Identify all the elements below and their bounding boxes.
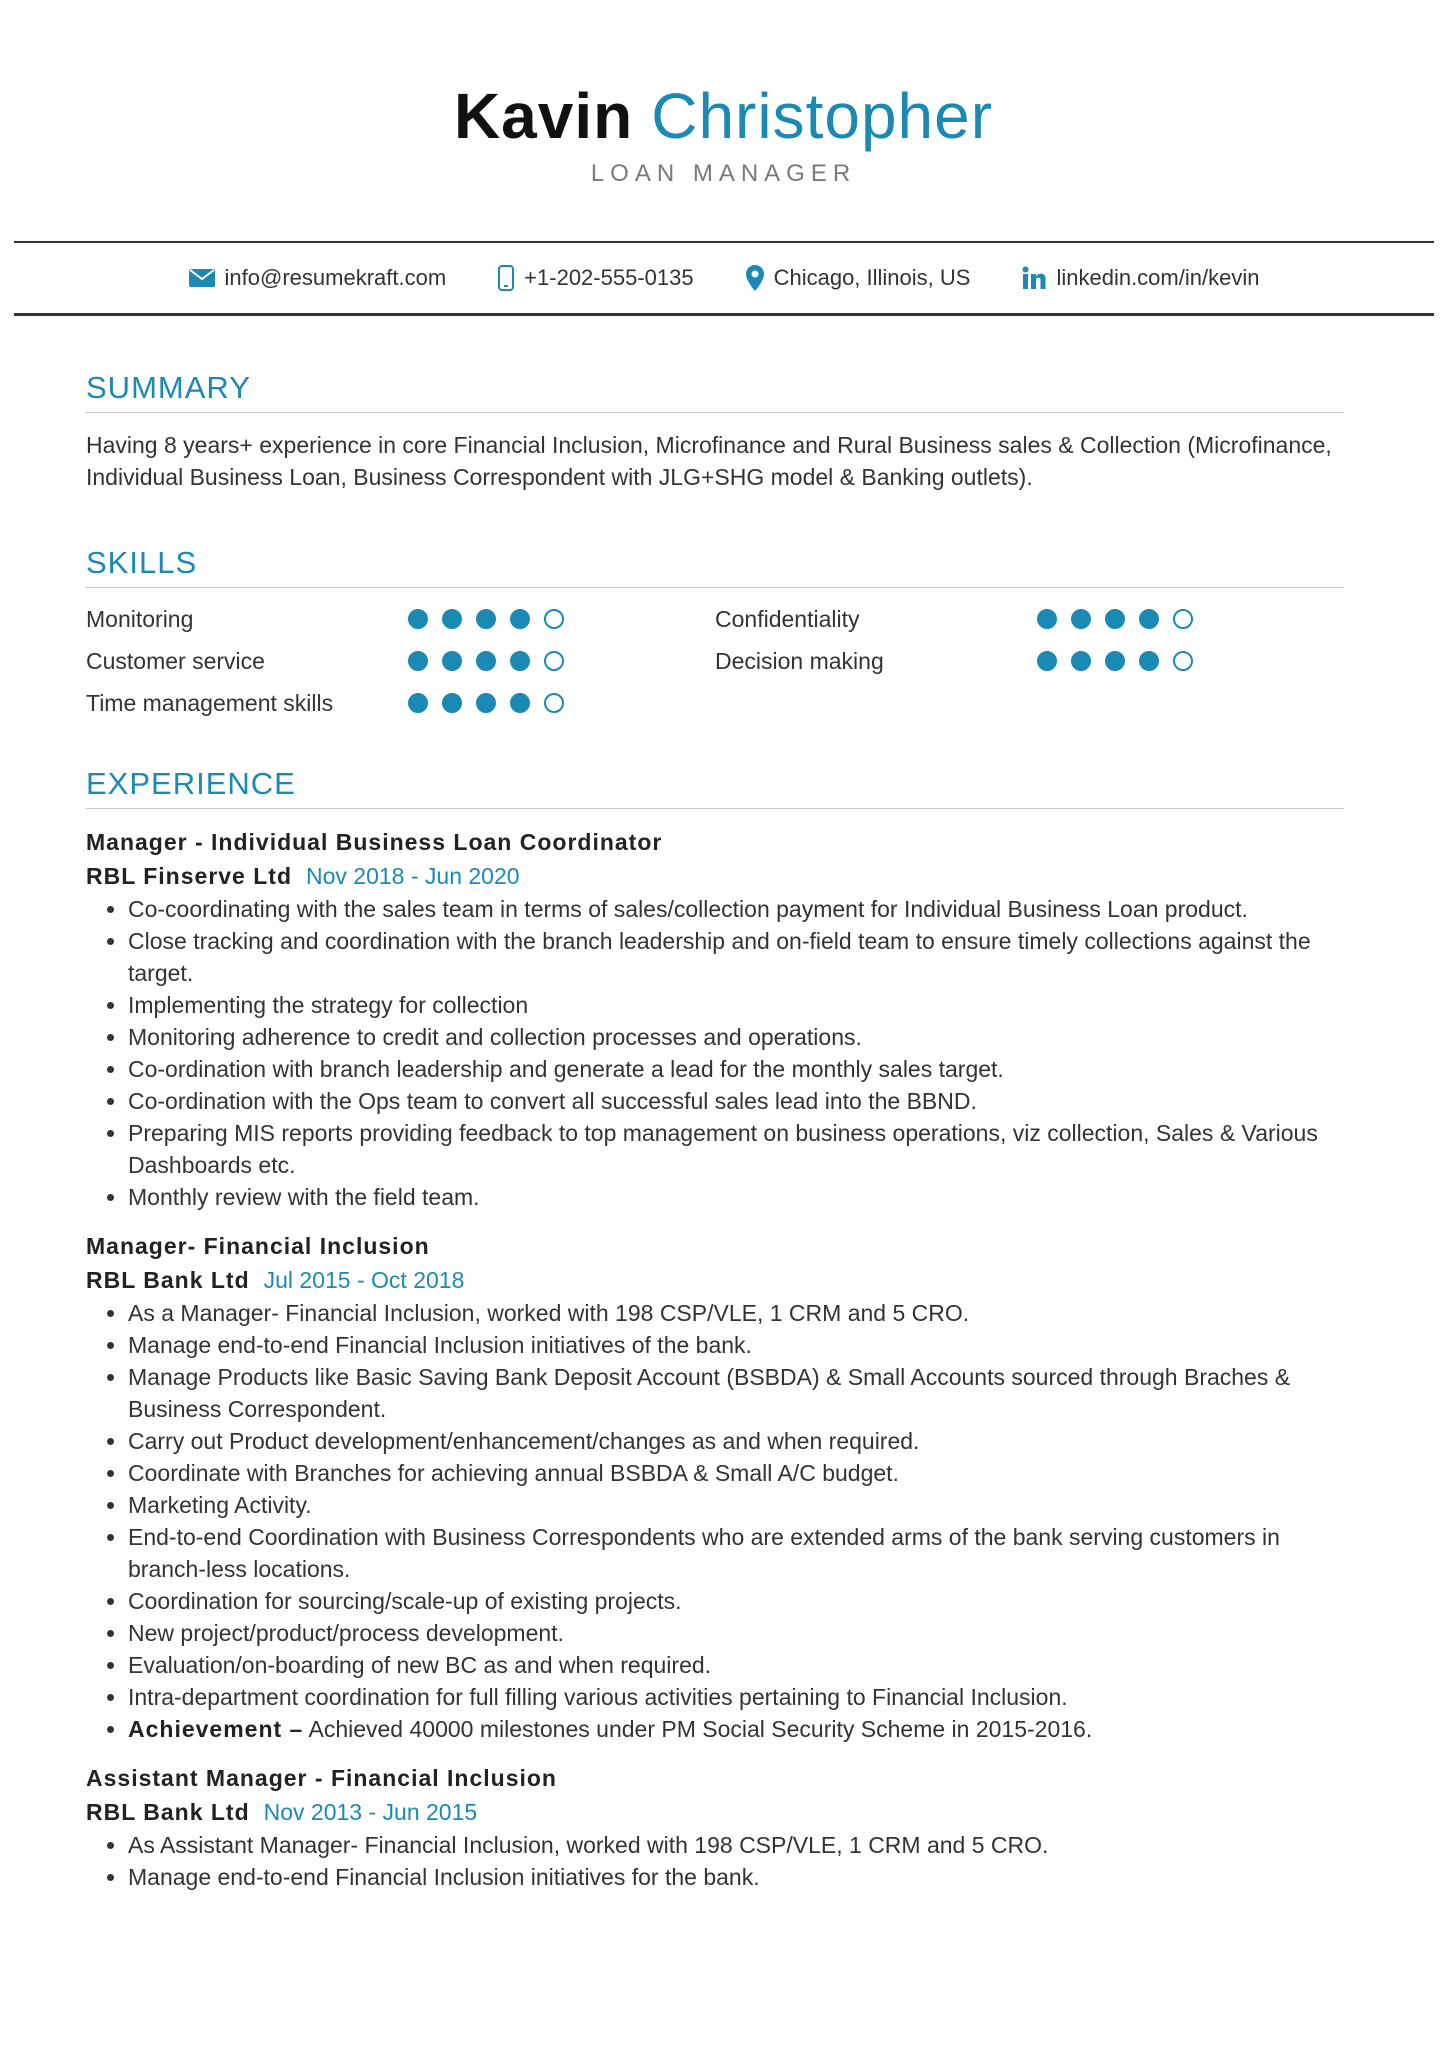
skills-heading: SKILLS bbox=[86, 545, 1344, 588]
job-bullets bbox=[86, 1829, 1344, 1893]
rating-dot-filled bbox=[1071, 609, 1091, 629]
bullet-item: • Co-coordinating with the sales team in terms of sales/collection payment for Individual Business Loan product. bbox=[128, 893, 1344, 925]
rating-dot-empty bbox=[544, 693, 564, 713]
rating-dot-filled bbox=[442, 693, 462, 713]
rating-dot-filled bbox=[1105, 651, 1125, 671]
skill-rating bbox=[408, 609, 564, 629]
rating-dot-filled bbox=[510, 609, 530, 629]
skill-item bbox=[715, 646, 1344, 676]
location-text: Chicago, Illinois, US bbox=[773, 265, 971, 290]
skills-list bbox=[86, 604, 1344, 718]
rating-dot-filled bbox=[1037, 651, 1057, 671]
rating-dot-filled bbox=[442, 609, 462, 629]
bullet-item: • Intra-department coordination for full filling various activities pertaining to Financial Inclusion. bbox=[128, 1681, 1344, 1713]
skill-name: Time management skills bbox=[86, 689, 334, 716]
rating-dot-filled bbox=[408, 693, 428, 713]
achievement-label: Achievement – bbox=[128, 1716, 304, 1742]
skill-item bbox=[86, 604, 715, 634]
rating-dot-filled bbox=[476, 693, 496, 713]
bullet-item: • Close tracking and coordination with the branch leadership and on-field team to ensure timely collections against the target. bbox=[128, 925, 1344, 989]
rating-dot-filled bbox=[408, 609, 428, 629]
rating-dot-filled bbox=[408, 651, 428, 671]
summary-text: Having 8 years+ experience in core Financial Inclusion, Microfinance and Rural Business sales & Collection (Microfinance, Individual Business Loan, Business Correspondent with JLG+SHG model & Banking outlets). bbox=[86, 432, 1332, 490]
job-meta bbox=[86, 1795, 1344, 1829]
job-role: LOAN MANAGER bbox=[590, 160, 857, 187]
contact-bar bbox=[14, 241, 1434, 316]
bullet-item: • Manage end-to-end Financial Inclusion initiatives for the bank. bbox=[128, 1861, 1344, 1893]
job-dates: Nov 2018 - Jun 2020 bbox=[306, 863, 520, 889]
rating-dot-filled bbox=[1139, 609, 1159, 629]
rating-dot-filled bbox=[1071, 651, 1091, 671]
achievement-item bbox=[128, 1713, 1344, 1745]
skill-rating bbox=[408, 693, 564, 713]
skill-rating bbox=[1037, 609, 1193, 629]
contact-linkedin[interactable] bbox=[1022, 265, 1259, 291]
contact-email[interactable] bbox=[189, 265, 447, 291]
experience-heading: EXPERIENCE bbox=[86, 766, 1344, 809]
job-bullets bbox=[86, 1297, 1344, 1745]
bullet-item: • Manage Products like Basic Saving Bank Deposit Account (BSBDA) & Small Accounts sourced through Braches & Business Correspondent. bbox=[128, 1361, 1344, 1425]
rating-dot-filled bbox=[510, 693, 530, 713]
bullet-item: • As a Manager- Financial Inclusion, worked with 198 CSP/VLE, 1 CRM and 5 CRO. bbox=[128, 1297, 1344, 1329]
summary-heading: SUMMARY bbox=[86, 370, 1344, 413]
experience-list bbox=[86, 825, 1344, 1893]
rating-dot-empty bbox=[544, 609, 564, 629]
skill-item bbox=[86, 688, 715, 718]
rating-dot-empty bbox=[544, 651, 564, 671]
job-entry bbox=[86, 1761, 1344, 1893]
skill-name: Customer service bbox=[86, 647, 265, 674]
job-bullets bbox=[86, 893, 1344, 1213]
map-pin-icon bbox=[746, 265, 764, 291]
skill-name: Confidentiality bbox=[715, 605, 860, 632]
bullet-item: • Monthly review with the field team. bbox=[128, 1181, 1344, 1213]
rating-dot-filled bbox=[1139, 651, 1159, 671]
resume-header bbox=[0, 0, 1447, 188]
bullet-item: • Coordination for sourcing/scale-up of existing projects. bbox=[128, 1585, 1344, 1617]
envelope-icon bbox=[189, 269, 215, 287]
rating-dot-filled bbox=[1037, 609, 1057, 629]
bullet-item: • Monitoring adherence to credit and collection processes and operations. bbox=[128, 1021, 1344, 1053]
contact-location bbox=[746, 265, 971, 291]
company-name: RBL Finserve Ltd bbox=[86, 863, 292, 889]
bullet-item: • Co-ordination with branch leadership and generate a lead for the monthly sales target. bbox=[128, 1053, 1344, 1085]
skill-rating bbox=[408, 651, 564, 671]
last-name: Christopher bbox=[651, 80, 994, 152]
resume-content bbox=[86, 370, 1344, 1909]
bullet-item: • New project/product/process development. bbox=[128, 1617, 1344, 1649]
skill-item bbox=[715, 604, 1344, 634]
rating-dot-filled bbox=[510, 651, 530, 671]
bullet-item: • Co-ordination with the Ops team to convert all successful sales lead into the BBND. bbox=[128, 1085, 1344, 1117]
bullet-item: • Carry out Product development/enhancement/changes as and when required. bbox=[128, 1425, 1344, 1457]
skill-name: Monitoring bbox=[86, 605, 194, 632]
job-dates: Nov 2013 - Jun 2015 bbox=[263, 1799, 478, 1825]
rating-dot-filled bbox=[1105, 609, 1125, 629]
bullet-item: • Preparing MIS reports providing feedback to top management on business operations, viz collection, Sales & Various Dashboards etc. bbox=[128, 1117, 1344, 1181]
linkedin-icon bbox=[1022, 266, 1046, 290]
job-entry bbox=[86, 1229, 1344, 1745]
rating-dot-empty bbox=[1173, 609, 1193, 629]
mobile-phone-icon bbox=[498, 265, 514, 291]
phone-text: +1-202-555-0135 bbox=[524, 265, 694, 290]
achievement-text: Achieved 40000 milestones under PM Social Security Scheme in 2015-2016. bbox=[303, 1716, 1093, 1742]
company-name: RBL Bank Ltd bbox=[86, 1267, 250, 1293]
bullet-item: • As Assistant Manager- Financial Inclusion, worked with 198 CSP/VLE, 1 CRM and 5 CRO. bbox=[128, 1829, 1344, 1861]
job-title: Manager - Individual Business Loan Coordinator bbox=[86, 829, 663, 855]
skill-rating bbox=[1037, 651, 1193, 671]
job-dates: Jul 2015 - Oct 2018 bbox=[263, 1267, 465, 1293]
bullet-item: • End-to-end Coordination with Business Correspondents who are extended arms of the bank serving customers in branch-less locations. bbox=[128, 1521, 1344, 1585]
bullet-item: • Marketing Activity. bbox=[128, 1489, 1344, 1521]
rating-dot-empty bbox=[1173, 651, 1193, 671]
first-name: Kavin bbox=[453, 80, 634, 152]
job-meta bbox=[86, 1263, 1344, 1297]
job-meta bbox=[86, 859, 1344, 893]
rating-dot-filled bbox=[476, 651, 496, 671]
job-entry bbox=[86, 825, 1344, 1213]
skill-item bbox=[86, 646, 715, 676]
bullet-item: • Evaluation/on-boarding of new BC as and when required. bbox=[128, 1649, 1344, 1681]
bullet-item: • Implementing the strategy for collection bbox=[128, 989, 1344, 1021]
candidate-name bbox=[0, 78, 1447, 154]
email-text: info@resumekraft.com bbox=[224, 265, 447, 290]
company-name: RBL Bank Ltd bbox=[86, 1799, 250, 1825]
rating-dot-filled bbox=[476, 609, 496, 629]
job-title: Manager- Financial Inclusion bbox=[86, 1233, 430, 1259]
contact-phone[interactable] bbox=[498, 265, 693, 291]
rating-dot-filled bbox=[442, 651, 462, 671]
job-title: Assistant Manager - Financial Inclusion bbox=[86, 1765, 557, 1791]
bullet-item: • Coordinate with Branches for achieving annual BSBDA & Small A/C budget. bbox=[128, 1457, 1344, 1489]
bullet-item: • Manage end-to-end Financial Inclusion initiatives of the bank. bbox=[128, 1329, 1344, 1361]
linkedin-text: linkedin.com/in/kevin bbox=[1056, 265, 1260, 290]
skill-name: Decision making bbox=[715, 647, 884, 674]
